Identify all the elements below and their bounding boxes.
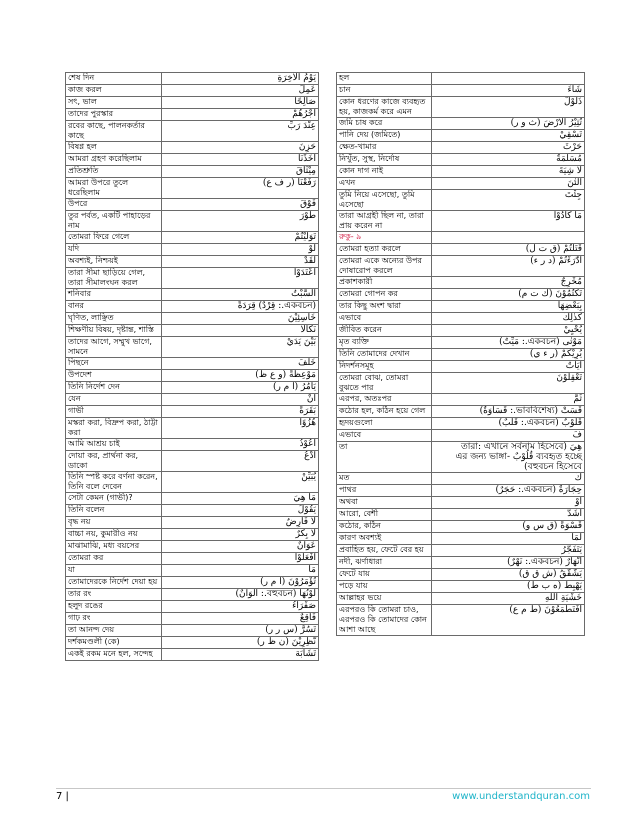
vocab-row (337, 521, 585, 533)
vocab-row (337, 569, 585, 581)
bangla-meaning: প্রকাশকারী (337, 277, 432, 289)
vocab-row (66, 529, 319, 541)
bangla-meaning: হল (337, 73, 432, 85)
bangla-meaning: দোয়া কর, প্রার্থনা কর, ডাকো (66, 451, 162, 472)
bangla-meaning: এখন (337, 178, 432, 190)
vocab-row (337, 533, 585, 545)
bangla-meaning: শনিবার (66, 289, 162, 301)
arabic-word: مَوْتٰى (একবচন.: مَيِّتٌ) (432, 337, 585, 349)
arabic-word: تَعْقِلُوْنَ (432, 373, 585, 394)
arabic-word: كَ (432, 473, 585, 485)
vocab-row (66, 97, 319, 109)
bangla-meaning: নিখুঁত, সুস্থ, নির্দোষ (337, 154, 432, 166)
bangla-meaning: তিনি স্পষ্ট করে বর্ণনা করেন, তিনি বলে দেবেন (66, 472, 162, 493)
vocab-row (66, 85, 319, 97)
arabic-word: صَالِحًا (162, 97, 319, 109)
vocab-row (66, 256, 319, 268)
arabic-word: قَسَتْ (ভাববিশেষ্য.: قَسَاوَةٌ) (432, 406, 585, 418)
bangla-meaning: কঠোর হল, কঠিন হয়ে গেল (337, 406, 432, 418)
bangla-meaning: হৃদয়গুলো (337, 418, 432, 430)
footer-divider (56, 788, 591, 789)
vocab-row (337, 406, 585, 418)
arabic-word: يُحْيِيْ (432, 325, 585, 337)
vocab-row (337, 418, 585, 430)
vocab-row (66, 244, 319, 256)
bangla-meaning: গাভী (66, 406, 162, 418)
bangla-meaning: তুর পর্বত, একটি পাহাড়ের নাম (66, 211, 162, 232)
vocab-row (66, 121, 319, 142)
bangla-meaning: বানর (66, 301, 162, 313)
arabic-word: يُبَيِّنْ (162, 472, 319, 493)
arabic-word (432, 232, 585, 244)
arabic-word: أَفَتَطْمَعُوْنَ (ط م ع) (432, 605, 585, 636)
bangla-meaning: সেটা কেমন (গাভী)? (66, 493, 162, 505)
arabic-word: عِنْدَ رَبِّ (162, 121, 319, 142)
arabic-word: تَسُرُّ (س ر ر) (162, 625, 319, 637)
bangla-meaning: শিক্ষণীয় বিষয়, দৃষ্টান্ত, শাস্তি (66, 325, 162, 337)
arabic-word: حِجَارَةٌ (একবচন.: حَجَرٌ) (432, 485, 585, 497)
bangla-meaning: অবশ্যই, নিশ্চয়ই (66, 256, 162, 268)
vocab-row (337, 325, 585, 337)
arabic-word: خَشْيَةِ اللّٰهِ (432, 593, 585, 605)
vocab-row (66, 541, 319, 553)
bangla-meaning: কোন ধরণের কাজে ব্যবহৃত হয়, কাজকর্ম করে এমন (337, 97, 432, 118)
arabic-word: أَشَدُّ (432, 509, 585, 521)
arabic-word: مُخْرِجٌ (432, 277, 585, 289)
vocab-row (66, 325, 319, 337)
bangla-meaning: তার রং (66, 589, 162, 601)
vocab-row (66, 382, 319, 394)
vocab-row (66, 589, 319, 601)
arabic-word: أَجْرُهُمْ (162, 109, 319, 121)
arabic-word: يَهْبِطُ (ه ب ط) (432, 581, 585, 593)
bangla-meaning: যদি (66, 244, 162, 256)
bangla-meaning: কাজ করল (66, 85, 162, 97)
vocab-row (337, 130, 585, 142)
bangla-meaning: নিদর্শনসমূহ (337, 361, 432, 373)
arabic-word: مُسَلَّمَةٌ (432, 154, 585, 166)
vocab-row (66, 178, 319, 199)
bangla-meaning: এভাবে (337, 430, 432, 442)
bangla-meaning: যেন (66, 394, 162, 406)
arabic-word: قَتَلْتُمْ (ق ت ل) (432, 244, 585, 256)
arabic-word: حَزِنَ (162, 142, 319, 154)
arabic-word: هُزُوًا (162, 418, 319, 439)
bangla-meaning: আমরা গ্রহণ করেছিলাম (66, 154, 162, 166)
vocab-row (337, 289, 585, 301)
vocab-row (66, 577, 319, 589)
arabic-word: اعْتَدَوْا (162, 268, 319, 289)
vocab-row (66, 493, 319, 505)
bangla-meaning: উপরে (66, 199, 162, 211)
bangla-meaning: ঘৃণিত, লাঞ্ছিত (66, 313, 162, 325)
bangla-meaning: তা আনন্দ দেয় (66, 625, 162, 637)
arabic-word: تَسْقِيْ (432, 130, 585, 142)
arabic-word: أَخَذْنَا (162, 154, 319, 166)
vocab-row (66, 439, 319, 451)
vocab-row (66, 451, 319, 472)
bangla-meaning: তারা সীমা ছাড়িয়ে গেল, তারা সীমালংঘন করল (66, 268, 162, 289)
arabic-word: اٰيَاتٌ (432, 361, 585, 373)
vocab-row (337, 430, 585, 442)
arabic-word: بَقَرَةً (162, 406, 319, 418)
vocab-row (66, 370, 319, 382)
bangla-meaning: কোন দাগ নাই (337, 166, 432, 178)
arabic-word: كَذٰلِكَ (432, 313, 585, 325)
bangla-meaning: তিনি বলেন (66, 505, 162, 517)
arabic-word: لَوْنُهَا (বহুবচন.: أَلْوَانٌ) (162, 589, 319, 601)
vocab-row (337, 394, 585, 406)
arabic-word: مَا هِيَ (162, 493, 319, 505)
bangla-meaning: তার কিছু অংশ দ্বারা (337, 301, 432, 313)
bangla-meaning: পানি দেয় (জমিতে) (337, 130, 432, 142)
vocab-row (337, 85, 585, 97)
vocab-row (66, 625, 319, 637)
vocab-row (66, 565, 319, 577)
vocab-row (66, 211, 319, 232)
bangla-meaning: কঠোর, কঠিন (337, 521, 432, 533)
arabic-word: مَا (162, 565, 319, 577)
vocab-row (66, 472, 319, 493)
vocab-row (337, 244, 585, 256)
arabic-word: صَفْرَاءُ (162, 601, 319, 613)
bangla-meaning: তোমরা একে অন্যের উপর দোষারোপ করলে (337, 256, 432, 277)
left-vocabulary-table (65, 72, 319, 661)
vocab-row (66, 418, 319, 439)
arabic-word: افْعَلُوْا (162, 553, 319, 565)
bangla-meaning: বিষণ্ণ হল (66, 142, 162, 154)
arabic-word: ادّٰرَءْتُمْ (د ر ء) (432, 256, 585, 277)
vocab-row (66, 358, 319, 370)
bangla-meaning: তোমাদেরকে নির্দেশ দেয়া হয় (66, 577, 162, 589)
vocab-row (337, 190, 585, 211)
arabic-word: يَقُوْلُ (162, 505, 319, 517)
vocab-row (337, 361, 585, 373)
arabic-word: فَ (432, 430, 585, 442)
vocab-row (66, 142, 319, 154)
bangla-meaning: ক্ষেত-খামার (337, 142, 432, 154)
arabic-word: السَّبْتُ (162, 289, 319, 301)
vocab-row (66, 73, 319, 85)
vocab-row (337, 605, 585, 636)
arabic-word: نَكَالًا (162, 325, 319, 337)
arabic-word: قُلُوْبٌ (একবচন.: قَلْبٌ) (432, 418, 585, 430)
arabic-word: جِئْتَ (432, 190, 585, 211)
vocab-row (66, 166, 319, 178)
bangla-meaning: তোমরা কর (66, 553, 162, 565)
bangla-meaning: প্রতিশ্রুতি (66, 166, 162, 178)
bangla-meaning: বাচ্চা নয়, কুমারীও নয় (66, 529, 162, 541)
vocab-row (66, 649, 319, 661)
arabic-word: يَتَفَجَّرُ (432, 545, 585, 557)
vocab-row (337, 118, 585, 130)
arabic-word: تُؤْمَرُوْنَ (ا م ر) (162, 577, 319, 589)
arabic-word: تَكْتُمُوْنَ (ك ت م) (432, 289, 585, 301)
arabic-word: هِيَ (তারা: এখানে সর্বনাম হিসেবে ব্যবহৃত হচ্ছে قُلُوْبٌ -এর জন্য ভাঙ্গা বহুবচন হিসেবে) (432, 442, 585, 473)
vocab-row (66, 337, 319, 358)
vocab-row (337, 473, 585, 485)
page-number: 7 | (56, 791, 69, 802)
arabic-word: أَنْ (162, 394, 319, 406)
arabic-word: يُرِيْكُمْ (ر ء ي) (432, 349, 585, 361)
vocab-row (66, 313, 319, 325)
website-link[interactable]: www.understandquran.com (452, 791, 590, 802)
vocab-row (66, 154, 319, 166)
bangla-meaning: আমরা উপরে তুলে ধরেছিলাম (66, 178, 162, 199)
bangla-meaning: মাঝামাঝি, মধ্য বয়সের (66, 541, 162, 553)
vocab-row (66, 601, 319, 613)
vocab-row (337, 581, 585, 593)
arabic-word: مِيْثَاقَ (162, 166, 319, 178)
vocab-row (66, 406, 319, 418)
bangla-meaning: উপদেশ (66, 370, 162, 382)
bangla-meaning: তোমরা গোপন কর (337, 289, 432, 301)
arabic-word: قَسْوَةً (ق س و) (432, 521, 585, 533)
vocab-row (66, 109, 319, 121)
arabic-word: تَوَلَّيْتُمْ (162, 232, 319, 244)
vocab-row (337, 545, 585, 557)
bangla-meaning: জীবিত করেন (337, 325, 432, 337)
bangla-meaning: তুমি নিয়ে এসেছো, তুমি এসেছো (337, 190, 432, 211)
vocab-row (337, 509, 585, 521)
vocab-row (337, 142, 585, 154)
vocab-row (337, 256, 585, 277)
bangla-meaning: নদী, ঝর্ণাধারা (337, 557, 432, 569)
bangla-meaning: তোমরা ফিরে গেলে (66, 232, 162, 244)
arabic-word: لَمَا (432, 533, 585, 545)
bangla-meaning: পাথর (337, 485, 432, 497)
bangla-meaning: এরপর, অতঃপর (337, 394, 432, 406)
vocab-row (337, 97, 585, 118)
vocab-row (66, 637, 319, 649)
vocab-row (337, 557, 585, 569)
vocab-row (66, 505, 319, 517)
arabic-word: (একবচন.: قِرْدٌ) قِرَدَةً (162, 301, 319, 313)
bangla-meaning: এরপরও কি তোমরা চাও, এরপরও কি তোমাদের কোন আশা আছে (337, 605, 432, 636)
arabic-word: يَشَّقَّقُ (ش ق ق) (432, 569, 585, 581)
vocab-row (337, 497, 585, 509)
bangla-meaning: তিনি নির্দেশ দেন (66, 382, 162, 394)
right-vocabulary-table (336, 72, 585, 636)
vocab-row (337, 178, 585, 190)
bangla-meaning: জমি চাষ করে (337, 118, 432, 130)
arabic-word: عَوَانٌ (162, 541, 319, 553)
arabic-word: خَلْفَ (162, 358, 319, 370)
bangla-meaning: আমি আশ্রয় চাই (66, 439, 162, 451)
vocab-row (66, 289, 319, 301)
bangla-meaning: মস্করা করা, বিদ্রুপ করা, ঠাট্টা করা (66, 418, 162, 439)
vocab-row (337, 337, 585, 349)
arabic-word: أَنْهَارٌ (একবচন.: نَهْرٌ) (432, 557, 585, 569)
arabic-word: حَرْثَ (432, 142, 585, 154)
bangla-meaning: মৃত ব্যক্তি (337, 337, 432, 349)
vocab-row (337, 73, 585, 85)
arabic-word: شَاءَ (432, 85, 585, 97)
bangla-meaning: যা (66, 565, 162, 577)
bangla-meaning: প্রবাহিত হয়, ফেটে বের হয় (337, 545, 432, 557)
arabic-word: أَوْ (432, 497, 585, 509)
arabic-word: بَيْنَ يَدَيْ (162, 337, 319, 358)
vocab-row (337, 211, 585, 232)
arabic-word: نَّظِرِيْنَ (ن ظ ر) (162, 637, 319, 649)
bangla-meaning: মত (337, 473, 432, 485)
arabic-word: مَا كَادُوْا (432, 211, 585, 232)
arabic-word: ذَلُوْلٌ (432, 97, 585, 118)
bangla-meaning: ফেটে যায় (337, 569, 432, 581)
bangla-meaning: তাদের পুরস্কার (66, 109, 162, 121)
bangla-meaning: অথবা (337, 497, 432, 509)
arabic-word: لَا بِكْرٌ (162, 529, 319, 541)
arabic-word: اَلْئٰنَ (432, 178, 585, 190)
arabic-word: لَا فَارِضٌ (162, 517, 319, 529)
bangla-meaning: এভাবে (337, 313, 432, 325)
vocab-row (66, 517, 319, 529)
vocab-row (337, 349, 585, 361)
vocab-row (337, 277, 585, 289)
bangla-meaning: চান (337, 85, 432, 97)
arabic-word: بِبَعْضِهَا (432, 301, 585, 313)
bangla-meaning: রুকু- ৯ (337, 232, 432, 244)
bangla-meaning: হলুদ রঙের (66, 601, 162, 613)
bangla-meaning: তিনি তোমাদের দেখান (337, 349, 432, 361)
arabic-word: يَوْمُ الْآخِرَةِ (162, 73, 319, 85)
bangla-meaning: তা (337, 442, 432, 473)
arabic-word: عَمِلَ (162, 85, 319, 97)
bangla-meaning: সৎ, ভাল (66, 97, 162, 109)
bangla-meaning: তোমরা বোঝ, তোমরা বুঝতে পার (337, 373, 432, 394)
bangla-meaning: বৃদ্ধ নয় (66, 517, 162, 529)
bangla-meaning: দর্শকমণ্ডলী (কে) (66, 637, 162, 649)
vocab-row (337, 166, 585, 178)
arabic-word: تُثِيْرُ الْأَرْضَ (ث و ر) (432, 118, 585, 130)
vocab-row (66, 199, 319, 211)
bangla-meaning: শেষ দিন (66, 73, 162, 85)
arabic-word: يَأْمُرُ (ا م ر) (162, 382, 319, 394)
bangla-meaning: আরো, বেশী (337, 509, 432, 521)
vocab-row (337, 485, 585, 497)
bangla-meaning: তারা আগ্রহী ছিল না, তারা প্রায় করেন না (337, 211, 432, 232)
vocab-row (337, 373, 585, 394)
arabic-word: أَعُوْذُ (162, 439, 319, 451)
vocab-row (66, 301, 319, 313)
vocab-row (66, 394, 319, 406)
bangla-meaning: আল্লাহর ভয়ে (337, 593, 432, 605)
bangla-meaning: পড়ে যায় (337, 581, 432, 593)
arabic-word: رَفَعْنَا (ر ف ع) (162, 178, 319, 199)
bangla-meaning: রবের কাছে, পালনকর্তার কাছে (66, 121, 162, 142)
arabic-word: فَاقِعٌ (162, 613, 319, 625)
arabic-word: طُوْرَ (162, 211, 319, 232)
vocab-row (337, 232, 585, 244)
vocab-row (337, 154, 585, 166)
arabic-word: خَاسِئِيْنَ (162, 313, 319, 325)
arabic-word: ثُمَّ (432, 394, 585, 406)
arabic-word: لَوْ (162, 244, 319, 256)
vocab-row (337, 442, 585, 473)
arabic-word: تَشَابَهَ (162, 649, 319, 661)
vocab-row (66, 613, 319, 625)
arabic-word (432, 73, 585, 85)
bangla-meaning: গাঢ় রং (66, 613, 162, 625)
vocab-row (66, 232, 319, 244)
vocab-row (337, 593, 585, 605)
arabic-word: مَوْعِظَةً (و ع ظ) (162, 370, 319, 382)
vocab-row (66, 553, 319, 565)
bangla-meaning: তোমরা হত্যা করলে (337, 244, 432, 256)
arabic-word: لَا شِيَةَ (432, 166, 585, 178)
bangla-meaning: একই রকম মনে হল, সন্দেহ (66, 649, 162, 661)
arabic-word: فَوْقَ (162, 199, 319, 211)
bangla-meaning: কারণ অবশ্যই (337, 533, 432, 545)
bangla-meaning: পিছনে (66, 358, 162, 370)
arabic-word: لَقَدْ (162, 256, 319, 268)
bangla-meaning: তাদের আগে, সম্মুখ ভাগে, সামনে (66, 337, 162, 358)
vocab-row (337, 301, 585, 313)
arabic-word: اُدْعُ (162, 451, 319, 472)
vocab-row (66, 268, 319, 289)
vocab-row (337, 313, 585, 325)
